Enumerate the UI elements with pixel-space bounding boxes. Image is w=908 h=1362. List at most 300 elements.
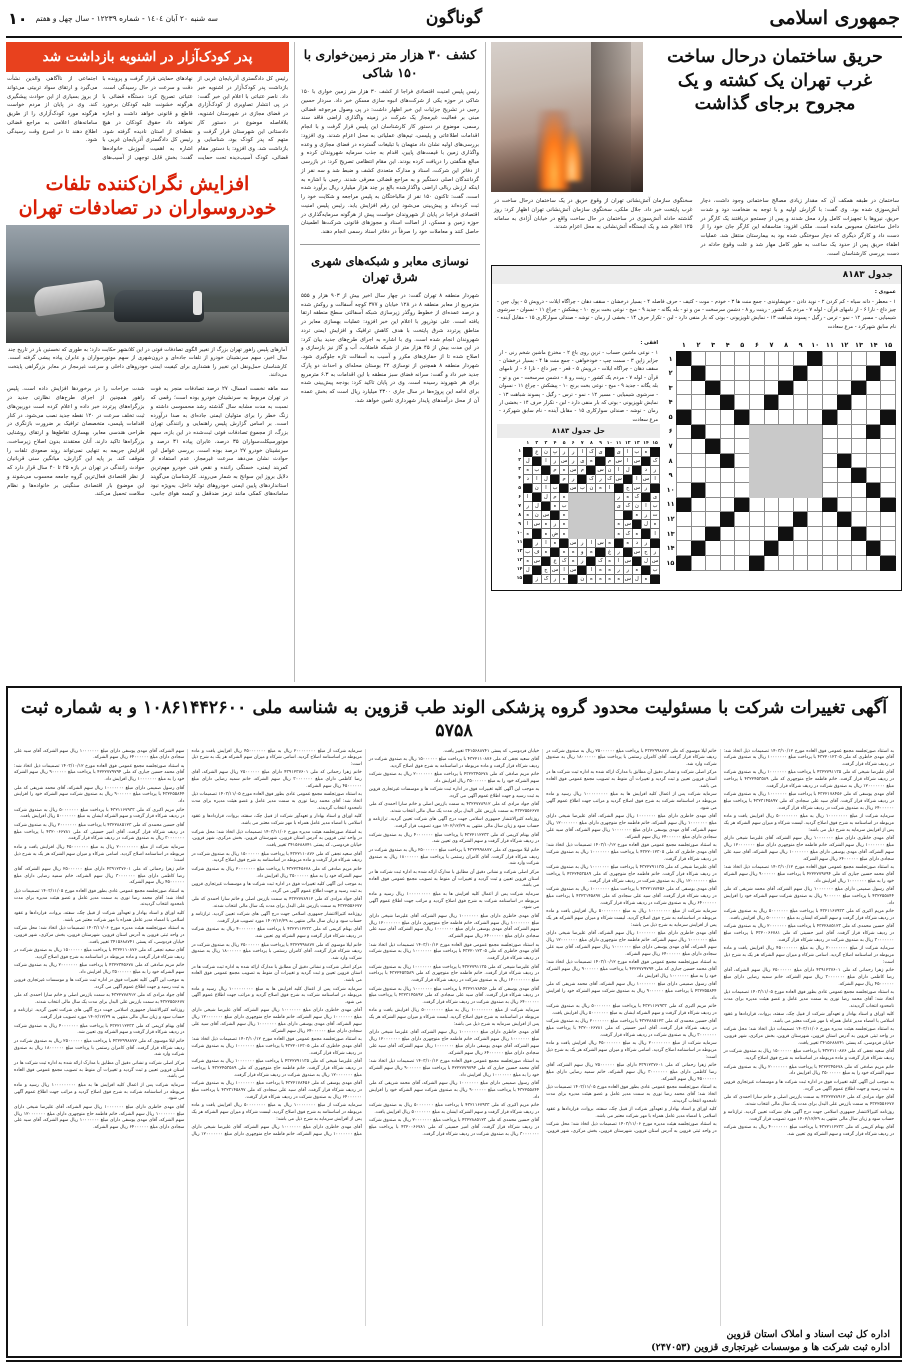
section-name: گوناگون [425, 8, 483, 28]
crossword-empty-cell[interactable] [720, 351, 735, 366]
crossword-empty-cell[interactable] [750, 512, 765, 527]
crossword-col-label: ۱۴ [869, 340, 878, 349]
crossword-empty-cell[interactable] [881, 424, 896, 439]
crossword-block-cell [691, 541, 706, 556]
crossword-empty-cell[interactable] [706, 351, 721, 366]
crossword-empty-cell[interactable] [837, 410, 852, 425]
crossword-empty-cell[interactable] [706, 410, 721, 425]
crossword-empty-cell[interactable] [735, 351, 750, 366]
fire-headline: حریق ساختمان درحال ساخت غرب تهران یک کشته و یک مجروح برجای گذاشت [667, 47, 883, 115]
crossword-empty-cell[interactable] [823, 541, 838, 556]
crossword-empty-cell[interactable] [808, 410, 823, 425]
crossword-empty-cell[interactable] [852, 541, 867, 556]
crossword-empty-cell[interactable] [808, 366, 823, 381]
crossword-empty-cell[interactable] [881, 526, 896, 541]
crossword-empty-cell[interactable] [720, 526, 735, 541]
crossword-empty-cell[interactable] [881, 366, 896, 381]
crossword-empty-cell[interactable] [837, 380, 852, 395]
crossword-empty-cell[interactable] [677, 395, 692, 410]
crossword-empty-cell[interactable] [793, 541, 808, 556]
crossword-empty-cell[interactable] [823, 483, 838, 498]
crossword-empty-cell[interactable] [677, 526, 692, 541]
crossword-row-label: ۲ [668, 369, 673, 378]
notice-paragraph: به استناد صورتجلسه مجمع عمومی فوق العاده مورخ ۱۴۰۳/۱۰/۱۲ تصمیمات ذیل اتخاذ شد: آقای محمد حسین جباری کد ملی ۴۲۲۲۷۷۹۷۹۴ با پرداخت مبلغ ۹۰۰۰۰۰۰ ریال سهم الشرکه خود را به مبلغ ۱۰۰۰۰۰۰۰ ریال افزایش داد. [546, 960, 717, 979]
crossword-empty-cell[interactable] [779, 497, 794, 512]
crossword-empty-cell[interactable] [866, 512, 881, 527]
notice-paragraph: مرکز اصلی شرکت و نشانی دقیق آن مطابق با مدارک ارائه شده به اداره ثبت شرکت ها در استان قزوین تعیین و ثبت گردید و تغییرات آن منوط به تصویب مجمع عمومی فوق العاده می باشد. [191, 964, 362, 984]
crossword-empty-cell[interactable] [720, 410, 735, 425]
crossword-empty-cell[interactable] [793, 380, 808, 395]
crossword-empty-cell[interactable] [764, 497, 779, 512]
crossword-empty-cell[interactable] [881, 395, 896, 410]
crossword-empty-cell[interactable] [750, 380, 765, 395]
solution-center-cell [587, 529, 596, 538]
solution-letter-cell: ه [541, 547, 550, 556]
notice-paragraph: آقای سعید نجفی کد ملی ۴۳۲۲۱۱۰۸۷۶ با پرداخت مبلغ ۱۵۰۰۰۰۰۰ ریال به صندوق شرکت در ردیف شرکاء قرار گرفت و ماده مربوطه در اساسنامه به شرح فوق اصلاح گردید. [368, 756, 540, 769]
solution-letter-cell: ک [560, 556, 569, 565]
crossword-empty-cell[interactable] [677, 468, 692, 483]
crossword-empty-cell[interactable] [866, 497, 881, 512]
notice-paragraph: به استناد صورتجلسه مجمع عمومی فوق العاده مورخ ۱۴۰۳/۱۰/۱۲ تصمیمات ذیل اتخاذ شد: آقای مهدی خاطری کد ملی ۴۳۲۲۰۱۲۳۰۵ با پرداخت مبلغ ۱۰۰۰۰۰۰۰ ریال به صندوق شرکت در ردیف شرکاء قرار گرفت. [723, 748, 894, 768]
crossword-empty-cell[interactable] [808, 526, 823, 541]
notice-paragraph: به استناد صورتجلسه مجمع عمومی فوق العاده مورخ ۱۴۰۳/۱۰/۱۲ تصمیمات ذیل اتخاذ شد: آقای محمد حسین جباری کد ملی ۴۲۲۲۷۷۹۷۹۴ با پرداخت مبلغ ۹۰۰۰۰۰۰ ریال سهم الشرکه خود را به مبلغ ۱۰۰۰۰۰۰۰ ریال افزایش داد. [723, 865, 894, 884]
notice-paragraph: سرمایه شرکت از مبلغ ۲۰۰۰۰۰۰۰۰ ریال به مبلغ ۴۵۰۰۰۰۰۰۰ ریال افزایش یافت و ماده مربوطه در اساسنامه اصلاح گردید. اسامی شرکاء و میزان سهم الشرکه هر یک به شرح ذیل است: [14, 844, 185, 864]
solution-letter-cell: ه [614, 529, 623, 538]
crossword-empty-cell[interactable] [866, 351, 881, 366]
solution-letter-cell: س [615, 475, 622, 482]
crossword-empty-cell[interactable] [852, 439, 867, 454]
crossword-empty-cell[interactable] [779, 366, 794, 381]
solution-letter-cell: ر [569, 447, 578, 456]
crossword-empty-cell[interactable] [808, 380, 823, 395]
crossword-empty-cell[interactable] [764, 380, 779, 395]
crossword-empty-cell[interactable] [866, 468, 881, 483]
crossword-empty-cell[interactable] [706, 366, 721, 381]
crossword-empty-cell[interactable] [720, 541, 735, 556]
solution-col-label: ۷ [580, 440, 584, 446]
crossword-block-cell [881, 556, 896, 571]
crossword-empty-cell[interactable] [691, 497, 706, 512]
crossword-empty-cell[interactable] [720, 424, 735, 439]
crossword-empty-cell[interactable] [677, 483, 692, 498]
solution-letter-cell: ل [641, 520, 650, 529]
crossword-empty-cell[interactable] [881, 468, 896, 483]
solution-row-label: ۱۱ [516, 540, 523, 546]
crossword-empty-cell[interactable] [764, 351, 779, 366]
crossword-center-cell [793, 424, 808, 439]
photo-car-shape [114, 290, 204, 322]
crossword-empty-cell[interactable] [691, 395, 706, 410]
solution-letter-cell: ن [532, 483, 541, 492]
crossword-empty-cell[interactable] [823, 512, 838, 527]
solution-letter-cell: د [523, 474, 532, 483]
solution-block-cell [623, 474, 632, 483]
solution-center-cell [578, 493, 587, 502]
crossword-empty-cell[interactable] [720, 497, 735, 512]
solution-row-label: ۱۴ [516, 567, 523, 573]
solution-col-label: ۹ [599, 440, 602, 446]
crossword-empty-cell[interactable] [837, 483, 852, 498]
crossword-col-label: ۱ [681, 340, 686, 349]
crossword-empty-cell[interactable] [720, 483, 735, 498]
crossword-empty-cell[interactable] [866, 380, 881, 395]
crossword-col-label: ۱۳ [855, 340, 863, 349]
notice-paragraph: آقای مهدی خاطری دارای مبلغ ۱۰۰۰۰۰۰۰ ریال سهم الشرکه، آقای علیرضا شیخی دارای مبلغ ۱۰۰۰۰۰۰۰ ریال سهم الشرکه، خانم فاطمه حاج منوچهری دارای مبلغ ۱۲۰۰۰۰۰۰۰ ریال سهم الشرکه، آقای مهدی یوسفی دارای مبلغ ۱۰۰۰۰۰۰۰ ریال سهم الشرکه، آقای سید علی سجادی دارای مبلغ ۶۴۰۰۰۰۰۰ ریال سهم الشرکه. [14, 748, 362, 1138]
crossword-block-cell [735, 410, 750, 425]
crossword-empty-cell[interactable] [837, 366, 852, 381]
solution-letter-cell: ر [641, 483, 650, 492]
notice-paragraph: به موجب این آگهی کلیه تغییرات فوق در اداره ثبت شرکت ها و موسسات غیرتجاری قزوین به ثبت رسید و جهت اطلاع عموم آگهی می گردد. [14, 978, 185, 990]
solution-letter-cell: س [633, 485, 641, 492]
crossword-empty-cell[interactable] [750, 541, 765, 556]
crossword-empty-cell[interactable] [779, 541, 794, 556]
crossword-empty-cell[interactable] [677, 512, 692, 527]
crossword-empty-cell[interactable] [735, 483, 750, 498]
crossword-empty-cell[interactable] [720, 468, 735, 483]
crossword-empty-cell[interactable] [852, 453, 867, 468]
crossword-block-cell [779, 380, 794, 395]
solution-letter-cell: ک [623, 502, 632, 511]
crossword-empty-cell[interactable] [706, 483, 721, 498]
crossword-empty-cell[interactable] [837, 468, 852, 483]
solution-block-cell [523, 483, 532, 492]
crossword-empty-cell[interactable] [750, 351, 765, 366]
solution-center-cell [596, 511, 605, 520]
crossword-empty-cell[interactable] [823, 380, 838, 395]
crossword-empty-cell[interactable] [677, 366, 692, 381]
solution-letter-cell: س [570, 466, 577, 473]
crossword-empty-cell[interactable] [852, 395, 867, 410]
crossword-empty-cell[interactable] [852, 351, 867, 366]
crossword-empty-cell[interactable] [823, 468, 838, 483]
crossword-empty-cell[interactable] [793, 526, 808, 541]
crossword-empty-cell[interactable] [808, 541, 823, 556]
crossword-empty-cell[interactable] [881, 483, 896, 498]
notice-paragraph: روزنامه کثیرالانتشار جمهوری اسلامی جهت درج آگهی های شرکت تعیین گردید. ترازنامه و حساب سود و زیان سال مالی منتهی به ۱۴۰۲/۱۲/۲۹ مورد تصویب قرار گرفت. [14, 1008, 185, 1021]
crossword-empty-cell[interactable] [750, 395, 765, 410]
crossword-empty-cell[interactable] [779, 512, 794, 527]
crossword-empty-cell[interactable] [852, 483, 867, 498]
top-content-area [0, 42, 908, 682]
crossword-empty-cell[interactable] [852, 512, 867, 527]
crossword-row-label: ۱ [668, 354, 673, 363]
crossword-empty-cell[interactable] [720, 366, 735, 381]
solution-letter-cell: ه [550, 502, 559, 511]
solution-letter-cell: م [550, 493, 559, 502]
solution-block-cell [550, 511, 559, 520]
crossword-empty-cell[interactable] [720, 380, 735, 395]
crossword-empty-cell[interactable] [735, 556, 750, 571]
solution-row-label: ۹ [518, 521, 522, 527]
crossword-empty-cell[interactable] [852, 366, 867, 381]
crossword-empty-cell[interactable] [735, 526, 750, 541]
crossword-empty-cell[interactable] [866, 453, 881, 468]
crossword-empty-cell[interactable] [735, 468, 750, 483]
crossword-center-cell [750, 453, 765, 468]
crossword-empty-cell[interactable] [793, 556, 808, 571]
solution-letter-cell: ا [587, 538, 596, 547]
crossword-block-cell [881, 410, 896, 425]
solution-block-cell [560, 538, 569, 547]
notice-paragraph: آقای سعید نجفی کد ملی ۴۳۲۲۱۱۰۸۷۶ با پرداخت مبلغ ۱۵۰۰۰۰۰۰ ریال به صندوق شرکت در ردیف شرکاء قرار گرفت و ماده مربوطه در اساسنامه به شرح فوق اصلاح گردید. [191, 851, 362, 864]
crossword-block-cell [677, 410, 692, 425]
solution-letter-cell: ی [614, 502, 623, 511]
crossword-empty-cell[interactable] [866, 395, 881, 410]
solution-block-cell [578, 474, 587, 483]
crossword-row-label: ۱۲ [666, 515, 675, 524]
crossword-empty-cell[interactable] [837, 351, 852, 366]
solution-letter-cell: ا [614, 465, 623, 474]
crossword-empty-cell[interactable] [735, 380, 750, 395]
crossword-empty-cell[interactable] [720, 439, 735, 454]
crossword-empty-cell[interactable] [691, 512, 706, 527]
crossword-empty-cell[interactable] [764, 410, 779, 425]
crossword-empty-cell[interactable] [735, 439, 750, 454]
solution-letter-cell: ی [578, 456, 587, 465]
crossword-center-cell [808, 483, 823, 498]
solution-letter-cell: ل [641, 556, 650, 565]
crossword-empty-cell[interactable] [837, 439, 852, 454]
solution-letter-cell: ا [541, 538, 550, 547]
solution-row [516, 574, 659, 583]
notice-footer [14, 1326, 894, 1354]
crossword-empty-cell[interactable] [764, 366, 779, 381]
notice-paragraph: سرمایه شرکت پس از اعمال کلیه افزایش ها به مبلغ ۱۰۰۰۰۰۰۰۰۰ ریال رسید و ماده مربوطه در اساسنامه شرکت به شرح فوق اصلاح گردید و مراتب جهت اطلاع عموم آگهی می شود. [368, 891, 540, 911]
solution-block-cell [641, 565, 650, 574]
crossword-block-cell [691, 483, 706, 498]
solution-block-cell [560, 483, 569, 492]
crossword-empty-cell[interactable] [677, 424, 692, 439]
solution-letter-cell: ب [578, 483, 587, 492]
crossword-empty-cell[interactable] [735, 541, 750, 556]
crossword-empty-cell[interactable] [779, 556, 794, 571]
notice-paragraph: خانم لیلا موسوی کد ملی ۴۳۲۲۹۹۸۸۷۷ با پرداخت مبلغ ۲۵۰۰۰۰۰۰ ریال به صندوق شرکت در ردیف شرکاء قرار گرفت. آقای کامران رستمی با پرداخت مبلغ ۱۸۰۰۰۰۰۰ ریال به صندوق شرکت وارد شد. [191, 942, 362, 962]
solution-letter-cell: ه [632, 511, 641, 520]
crossword-empty-cell[interactable] [808, 556, 823, 571]
crossword-empty-cell[interactable] [823, 526, 838, 541]
solution-letter-cell: ا [651, 474, 660, 483]
solution-letter-cell: ک [623, 529, 632, 538]
crossword-empty-cell[interactable] [808, 395, 823, 410]
crossword-empty-cell[interactable] [706, 556, 721, 571]
crossword-empty-cell[interactable] [823, 453, 838, 468]
solution-row-label: ۲ [518, 458, 522, 464]
crossword-empty-cell[interactable] [764, 526, 779, 541]
solution-row [516, 456, 659, 465]
crossword-empty-cell[interactable] [735, 512, 750, 527]
crossword-empty-cell[interactable] [750, 497, 765, 512]
crossword-empty-cell[interactable] [852, 497, 867, 512]
solution-letter-cell: ه [596, 565, 605, 574]
notice-paragraph: آقای مهدی خاطری دارای مبلغ ۱۰۰۰۰۰۰۰ ریال سهم الشرکه، آقای علیرضا شیخی دارای مبلغ ۱۰۰۰۰۰۰۰ ریال سهم الشرکه، خانم فاطمه حاج منوچهری دارای مبلغ ۱۲۰۰۰۰۰۰۰ ریال سهم الشرکه، آقای مهدی یوسفی دارای مبلغ ۱۰۰۰۰۰۰۰ ریال سهم الشرکه، آقای سید علی سجادی دارای مبلغ ۶۴۰۰۰۰۰۰ ریال سهم الشرکه. [546, 931, 717, 957]
crossword-col-label: ۹ [798, 340, 803, 349]
crossword-block-cell [677, 351, 692, 366]
crossword-empty-cell[interactable] [706, 512, 721, 527]
solution-letter-cell: ل [523, 565, 532, 574]
notice-paragraph: خانم مریم صادقی کد ملی ۴۳۲۲۳۴۵۶۷۸ با پرداخت مبلغ ۲۰۰۰۰۰۰۰ ریال به صندوق شرکت سهم الشرکه خود را به مبلغ ۳۵۰۰۰۰۰۰ ریال افزایش داد. [14, 963, 185, 975]
solution-letter-cell: ب [651, 502, 660, 511]
crossword-solution-grid [516, 440, 660, 584]
solution-row [516, 529, 659, 538]
crossword-empty-cell[interactable] [881, 439, 896, 454]
crossword-solution-title: حل جدول ۸۱۸۳ [497, 424, 660, 438]
crossword-block-cell [793, 366, 808, 381]
masthead [0, 0, 908, 36]
crossword-empty-cell[interactable] [677, 439, 692, 454]
crossword-center-cell [750, 483, 765, 498]
solution-letter-cell: س [542, 512, 550, 519]
photo-flame-shape-2 [561, 129, 583, 181]
solution-block-cell [623, 511, 632, 520]
solution-center-cell [587, 493, 596, 502]
crossword-empty-cell[interactable] [793, 351, 808, 366]
solution-letter-cell: ک [605, 474, 614, 483]
crossword-empty-cell[interactable] [691, 468, 706, 483]
solution-block-cell [532, 529, 541, 538]
crossword-empty-cell[interactable] [750, 526, 765, 541]
solution-block-cell [641, 456, 650, 465]
solution-row [516, 556, 659, 565]
crossword-empty-cell[interactable] [823, 366, 838, 381]
crossword-empty-cell[interactable] [735, 366, 750, 381]
crossword-empty-cell[interactable] [691, 526, 706, 541]
crossword-empty-cell[interactable] [691, 351, 706, 366]
crossword-block-cell [881, 351, 896, 366]
crossword-empty-cell[interactable] [706, 541, 721, 556]
crossword-block-cell [852, 468, 867, 483]
solution-letter-cell: ک [632, 493, 641, 502]
solution-block-cell [632, 556, 641, 565]
crossword-empty-cell[interactable] [691, 439, 706, 454]
solution-block-cell [623, 547, 632, 556]
solution-letter-cell: ه [523, 556, 532, 565]
crossword-empty-cell[interactable] [837, 556, 852, 571]
crossword-empty-cell[interactable] [793, 395, 808, 410]
solution-center-cell [596, 493, 605, 502]
crossword-empty-cell[interactable] [823, 439, 838, 454]
crossword-empty-cell[interactable] [852, 410, 867, 425]
crossword-empty-cell[interactable] [866, 410, 881, 425]
solution-center-cell [605, 520, 614, 529]
solution-letter-cell: ه [587, 456, 596, 465]
crossword-block-cell [677, 497, 692, 512]
crossword-empty-cell[interactable] [764, 556, 779, 571]
solution-letter-cell: س [570, 485, 577, 492]
solution-row [516, 447, 659, 456]
notice-paragraph: آقای رسول صمیمی دارای مبلغ ۱۰۰۰۰۰۰۰ ریال سهم الشرکه، آقای محمد شریفی کد ملی ۴۳۲۲۵۵۸۴۴ با پرداخت مبلغ ۹۰۰۰۰۰۰ ریال به صندوق شرکت سهم الشرکه خود را افزایش داد. [723, 887, 894, 906]
crossword-empty-cell[interactable] [779, 395, 794, 410]
solution-row [516, 520, 659, 529]
fire-body-left: ساختمان در طبقه همکف آن که مقدار زیادی مصالح ساختمانی وجود داشت، دچار آتش‌سوزی شده بود. وی گفت: با گزارش اولیه و با توجه به ضخامت دود و شدت حریق، نیروها با تجهیزات کامل وارد محل شدند و پس از جستجو دریافتند یک کارگر در داخل ساختمان محبوس مانده است. ملکی افزود: متاسفانه این کارگر جان خود را از دست داد و کارگر دیگری که دچار سوختگی شده بود به بیمارستان منتقل شد. عملیات اطفاء حریق پس از حدود یک ساعت به طور کامل مهار شد و علت وقوع حادثه در دست بررسی کارشناسان است. [700, 198, 899, 257]
crossword-empty-cell[interactable] [808, 512, 823, 527]
crossword-empty-cell[interactable] [793, 497, 808, 512]
crossword-empty-cell[interactable] [706, 453, 721, 468]
crossword-empty-cell[interactable] [677, 380, 692, 395]
crossword-empty-cell[interactable] [837, 541, 852, 556]
crossword-empty-cell[interactable] [691, 380, 706, 395]
crossword-empty-cell[interactable] [837, 497, 852, 512]
crossword-col-label: ۴ [725, 340, 730, 349]
crossword-center-cell [779, 468, 794, 483]
crossword-empty-cell[interactable] [750, 410, 765, 425]
masthead-divider [6, 36, 902, 38]
crossword-empty-cell[interactable] [866, 439, 881, 454]
crossword-row-label: ۸ [668, 456, 673, 465]
crossword-empty-cell[interactable] [706, 395, 721, 410]
crossword-puzzle-grid[interactable] [664, 339, 896, 570]
crossword-empty-cell[interactable] [735, 424, 750, 439]
notice-paragraph: سرمایه شرکت از مبلغ ۱۰۰۰۰۰۰۰۰ ریال به مبلغ ۵۰۰۰۰۰۰۰۰ ریال افزایش یافت و ماده مربوطه در اساسنامه به شرح فوق اصلاح گردید. لیست شرکاء و میزان سهم الشرکه هر یک پس از افزایش سرمایه به شرح ذیل می باشد: [191, 1103, 362, 1122]
crossword-empty-cell[interactable] [706, 497, 721, 512]
crossword-empty-cell[interactable] [750, 366, 765, 381]
crossword-empty-cell[interactable] [691, 410, 706, 425]
solution-letter-cell: س [597, 466, 604, 473]
crossword-empty-cell[interactable] [852, 424, 867, 439]
crossword-empty-cell[interactable] [881, 380, 896, 395]
crossword-empty-cell[interactable] [881, 512, 896, 527]
notice-paragraph: خانم مریم صادقی کد ملی ۴۳۲۲۳۴۵۶۷۸ با پرداخت مبلغ ۲۰۰۰۰۰۰۰ ریال به صندوق شرکت سهم الشرکه خود را به مبلغ ۳۵۰۰۰۰۰۰ ریال افزایش داد. [368, 771, 540, 784]
crossword-empty-cell[interactable] [779, 351, 794, 366]
crossword-empty-cell[interactable] [866, 556, 881, 571]
solution-block-cell [632, 520, 641, 529]
solution-center-cell [578, 520, 587, 529]
solution-block-cell [523, 574, 532, 583]
crossword-row-label: ۱۰ [666, 485, 675, 494]
notice-paragraph: آقای حسین محمدی کد ملی ۴۳۲۲۸۸۵۱۲۳ با پرداخت مبلغ ۲۰۰۰۰۰۰۰ ریال به صندوق شرکت در ردیف شرکاء قرار گرفت. آقای امیر حسینی کد ملی ۴۳۲۰۰۶۶۷۸۱ با پرداخت مبلغ ۳۰۰۰۰۰۰۰ ریال به صندوق شرکت در ردیف شرکاء قرار گرفت. [723, 924, 894, 944]
crossword-empty-cell[interactable] [823, 424, 838, 439]
crossword-empty-cell[interactable] [691, 453, 706, 468]
crossword-col-label: ۲ [696, 340, 701, 349]
traffic-headline: افزایش نگران‌کننده تلفات خودروسواران در تصادفات تهران [18, 172, 277, 219]
crossword-empty-cell[interactable] [735, 453, 750, 468]
notice-paragraph: به استناد صورتجلسه هیئت مدیره مورخ ۱۴۰۳/۱۱/۰۶ تصمیمات ذیل اتخاذ شد: محل شرکت در واحد ثبتی قزوین به آدرس استان قزوین، شهرستان قزوین، بخش مرکزی، شهر قزوین، خیابان فردوسی، کد پستی ۳۴۱۵۶۸۸۷۴۱ تغییر یافت. [191, 829, 362, 849]
solution-letter-cell: ل [541, 474, 550, 483]
crossword-empty-cell[interactable] [720, 556, 735, 571]
crossword-empty-cell[interactable] [793, 410, 808, 425]
crossword-empty-cell[interactable] [823, 351, 838, 366]
column-divider-2 [294, 42, 295, 682]
crossword-empty-cell[interactable] [866, 526, 881, 541]
crossword-empty-cell[interactable] [808, 497, 823, 512]
crossword-empty-cell[interactable] [823, 556, 838, 571]
crossword-block-cell [750, 556, 765, 571]
photo-building-shape [591, 42, 631, 192]
crossword-empty-cell[interactable] [677, 453, 692, 468]
crossword-empty-cell[interactable] [677, 541, 692, 556]
notice-paragraph: به استناد صورتجلسه هیئت مدیره مورخ ۱۴۰۳/۱۱/۰۶ تصمیمات ذیل اتخاذ شد: محل شرکت در واحد ثبتی قزوین به آدرس استان قزوین، شهرستان قزوین، بخش مرکزی، شهر قزوین، خیابان فردوسی، کد پستی ۳۴۱۵۶۸۸۷۴۱ تغییر یافت. [14, 925, 185, 945]
solution-letter-cell: س [624, 557, 631, 564]
solution-center-cell [596, 529, 605, 538]
crossword-empty-cell[interactable] [823, 395, 838, 410]
crossword-empty-cell[interactable] [837, 526, 852, 541]
notice-paragraph: آقای حسین محمدی کد ملی ۴۳۲۲۸۸۵۱۲۳ با پرداخت مبلغ ۲۰۰۰۰۰۰۰ ریال به صندوق شرکت در ردیف شرکاء قرار گرفت. آقای امیر حسینی کد ملی ۴۳۲۰۰۶۶۷۸۱ با پرداخت مبلغ ۳۰۰۰۰۰۰۰ ریال به صندوق شرکت در ردیف شرکاء قرار گرفت. [546, 1019, 717, 1038]
crossword-empty-cell[interactable] [691, 556, 706, 571]
crossword-empty-cell[interactable] [779, 410, 794, 425]
crossword-empty-cell[interactable] [881, 541, 896, 556]
notice-paragraph: مرکز اصلی شرکت و نشانی دقیق آن مطابق با مدارک ارائه شده به اداره ثبت شرکت ها در استان قزوین تعیین و ثبت گردید و تغییرات آن منوط به تصویب مجمع عمومی فوق العاده می باشد. [14, 1060, 185, 1080]
solution-letter-cell: پ [550, 447, 559, 456]
notice-paragraph: کلیه اوراق و اسناد بهادار و تعهدآور شرکت از قبیل چک، سفته، بروات، قراردادها و عقود اسلامی با امضاء مدیر عامل همراه با مهر شرکت معتبر می باشد. [723, 1012, 894, 1025]
crossword-empty-cell[interactable] [881, 453, 896, 468]
crossword-empty-cell[interactable] [837, 424, 852, 439]
crossword-empty-cell[interactable] [764, 512, 779, 527]
crossword-empty-cell[interactable] [852, 556, 867, 571]
crossword-empty-cell[interactable] [706, 468, 721, 483]
notice-body [14, 749, 894, 1327]
solution-row [516, 511, 659, 520]
crossword-empty-cell[interactable] [706, 424, 721, 439]
crossword-empty-cell[interactable] [735, 395, 750, 410]
